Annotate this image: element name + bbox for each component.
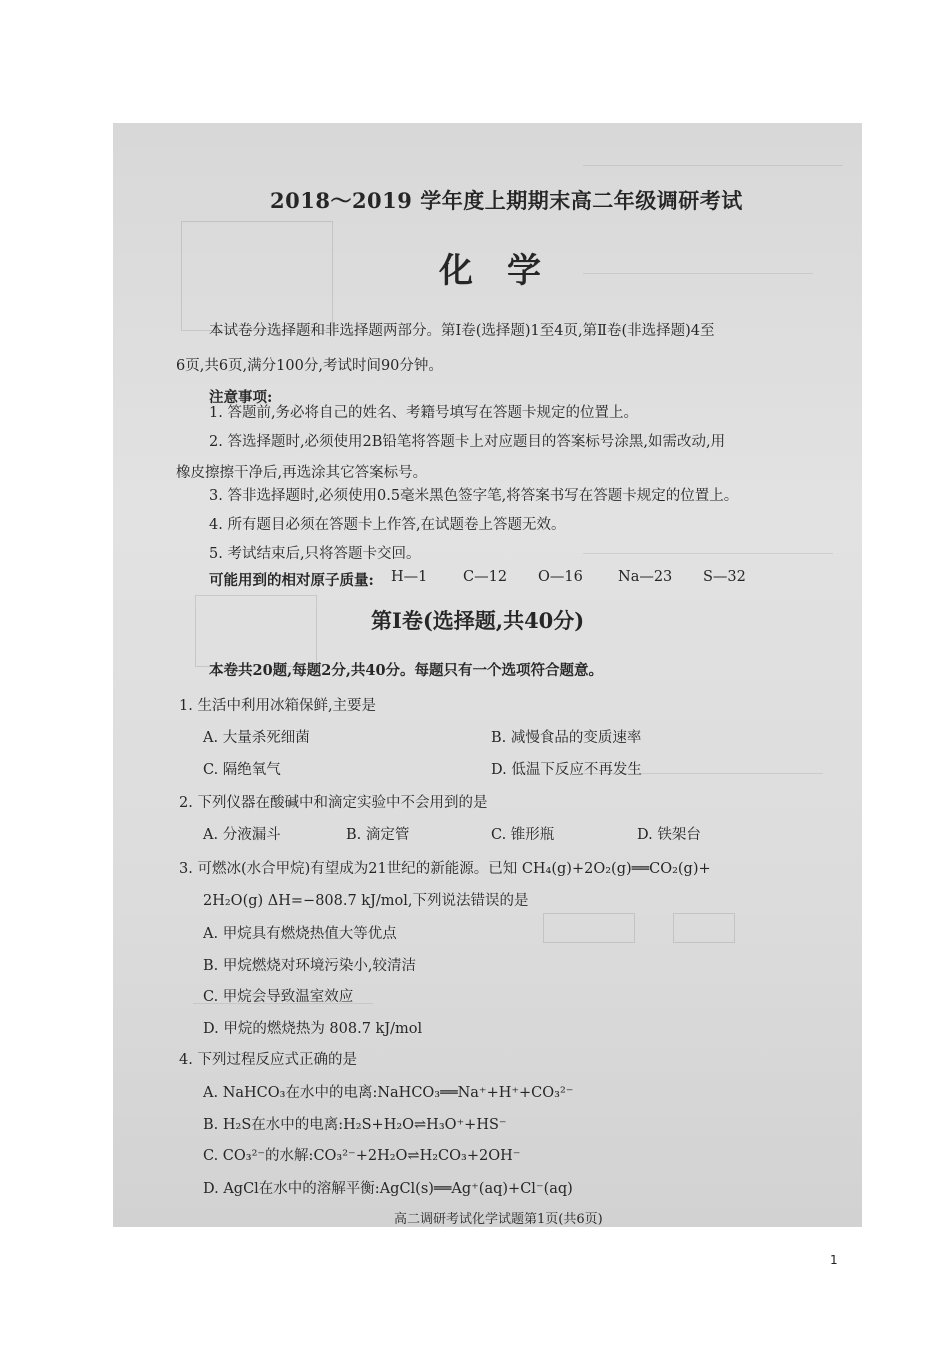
- question-4-option-a: A. NaHCO₃在水中的电离:NaHCO₃══Na⁺+H⁺+CO₃²⁻: [203, 1085, 574, 1101]
- question-4-option-c: C. CO₃²⁻的水解:CO₃²⁻+2H₂O⇌H₂CO₃+2OH⁻: [203, 1148, 521, 1164]
- question-1-option-c: C. 隔绝氧气: [203, 762, 281, 778]
- question-1-stem: 1. 生活中利用冰箱保鲜,主要是: [179, 698, 377, 714]
- scanned-page-photo: [113, 123, 862, 1227]
- intro-line-1: 本试卷分选择题和非选择题两部分。第Ⅰ卷(选择题)1至4页,第Ⅱ卷(非选择题)4至: [209, 323, 715, 339]
- atomic-mass-o: O—16: [538, 569, 583, 585]
- note-5: 5. 考试结束后,只将答题卡交回。: [209, 546, 421, 562]
- intro-line-2: 6页,共6页,满分100分,考试时间90分钟。: [176, 358, 443, 374]
- atomic-mass-na: Na—23: [618, 569, 673, 585]
- bleed-through-graph: [181, 221, 333, 331]
- question-4-option-d: D. AgCl在水中的溶解平衡:AgCl(s)══Ag⁺(aq)+Cl⁻(aq): [203, 1181, 573, 1197]
- question-1-option-d: D. 低温下反应不再发生: [491, 762, 642, 778]
- section-1-instruction: 本卷共20题,每题2分,共40分。每题只有一个选项符合题意。: [209, 662, 604, 679]
- bleed-through-line: [583, 553, 833, 554]
- question-3-option-c: C. 甲烷会导致温室效应: [203, 989, 354, 1005]
- question-3-option-d: D. 甲烷的燃烧热为 808.7 kJ/mol: [203, 1021, 423, 1037]
- question-3-option-a: A. 甲烷具有燃烧热值大等优点: [203, 926, 397, 942]
- question-2-option-a: A. 分液漏斗: [203, 827, 281, 843]
- question-2-option-c: C. 锥形瓶: [491, 827, 555, 843]
- question-1-option-a: A. 大量杀死细菌: [203, 730, 310, 746]
- atomic-mass-h: H—1: [391, 569, 428, 585]
- question-2-option-b: B. 滴定管: [346, 827, 410, 843]
- question-2-option-d: D. 铁架台: [637, 827, 701, 843]
- bleed-through-box: [673, 913, 735, 943]
- question-1-option-b: B. 减慢食品的变质速率: [491, 730, 642, 746]
- note-4: 4. 所有题目必须在答题卡上作答,在试题卷上答题无效。: [209, 517, 566, 533]
- subject-title: 化学: [439, 251, 575, 291]
- question-4-option-b: B. H₂S在水中的电离:H₂S+H₂O⇌H₃O⁺+HS⁻: [203, 1117, 507, 1133]
- atomic-mass-s: S—32: [703, 569, 746, 585]
- page-footer: 高二调研考试化学试题第1页(共6页): [394, 1212, 603, 1227]
- bleed-through-graph: [195, 595, 317, 667]
- question-2-stem: 2. 下列仪器在酸碱中和滴定实验中不会用到的是: [179, 795, 488, 811]
- note-2: 2. 答选择题时,必须使用2B铅笔将答题卡上对应题目的答案标号涂黑,如需改动,用: [209, 434, 726, 450]
- atomic-mass-label: 可能用到的相对原子质量:: [209, 572, 374, 589]
- question-4-stem: 4. 下列过程反应式正确的是: [179, 1052, 357, 1068]
- notes-heading: 注意事项:: [209, 389, 273, 406]
- exam-title: 2018～2019 学年度上期期末高二年级调研考试: [270, 188, 743, 213]
- bleed-through-line: [583, 165, 843, 166]
- bleed-through-line: [583, 273, 813, 274]
- section-1-title: 第Ⅰ卷(选择题,共40分): [371, 608, 585, 633]
- note-3: 3. 答非选择题时,必须使用0.5毫米黑色签字笔,将答案书写在答题卡规定的位置上。: [209, 488, 739, 504]
- question-3-stem: 3. 可燃冰(水合甲烷)有望成为21世纪的新能源。已知 CH₄(g)+2O₂(g)══CO₂(g)+: [179, 861, 711, 877]
- page-number: 1: [830, 1253, 838, 1267]
- note-1: 1. 答题前,务必将自己的姓名、考籍号填写在答题卡规定的位置上。: [209, 405, 639, 421]
- atomic-mass-c: C—12: [463, 569, 508, 585]
- note-2-continued: 橡皮擦擦干净后,再选涂其它答案标号。: [176, 465, 428, 481]
- bleed-through-box: [543, 913, 635, 943]
- question-3-option-b: B. 甲烷燃烧对环境污染小,较清洁: [203, 958, 416, 974]
- question-3-stem-continued: 2H₂O(g) ΔH=−808.7 kJ/mol,下列说法错误的是: [203, 893, 529, 909]
